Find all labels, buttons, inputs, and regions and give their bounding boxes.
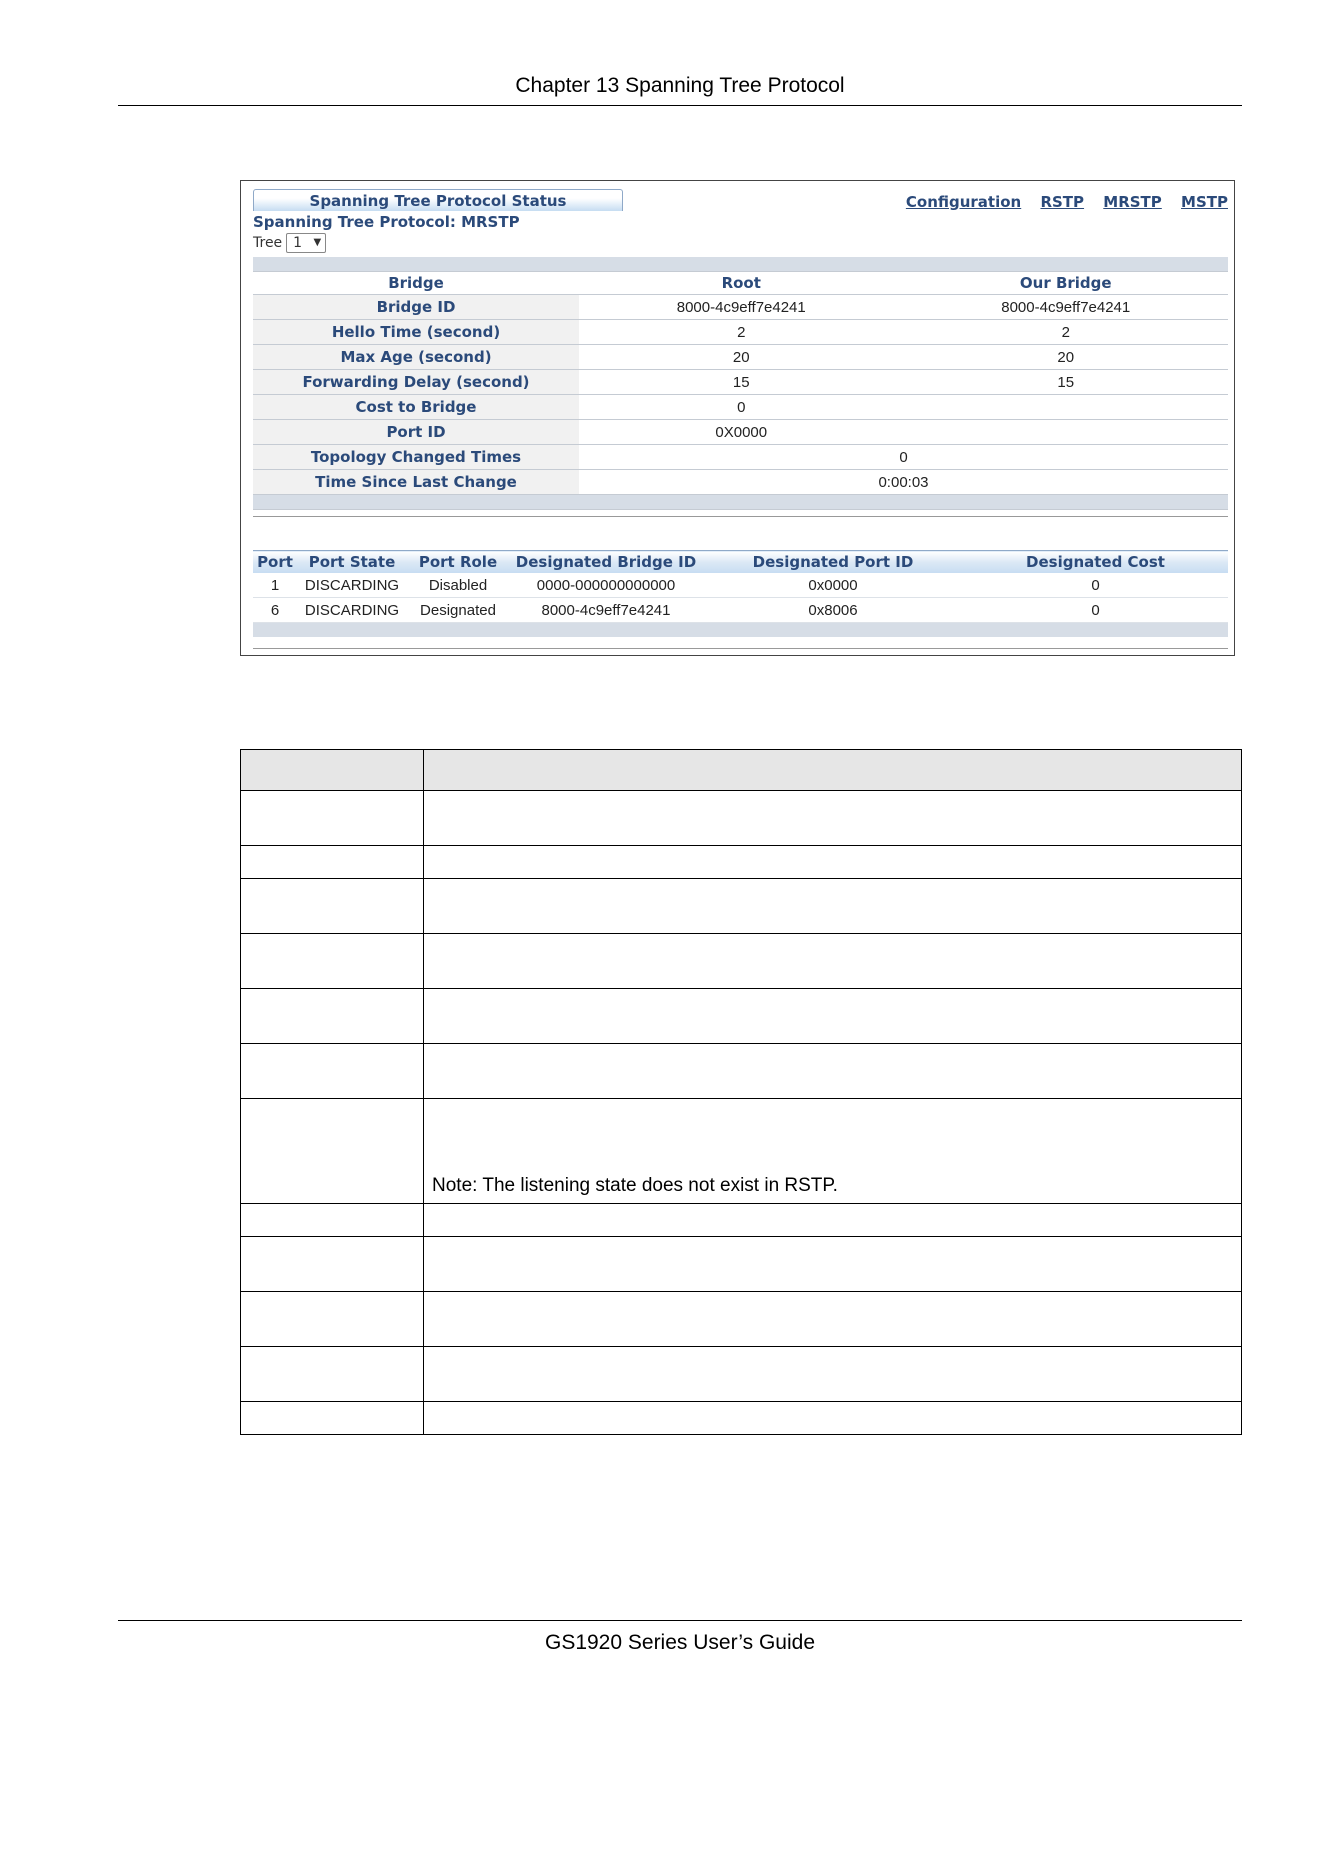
cell-port-state: DISCARDING [297, 598, 407, 623]
chevron-down-icon: ▼ [313, 237, 322, 248]
stp-status-panel [240, 180, 1235, 656]
table-row [241, 989, 1242, 1044]
table-row [241, 846, 1242, 879]
desc-text [424, 1204, 1242, 1237]
root-value: 0 [579, 395, 904, 420]
separator [253, 648, 1228, 649]
description-table [240, 749, 1242, 1435]
table-row [241, 934, 1242, 989]
our-value: 20 [904, 345, 1229, 370]
row-label: Max Age (second) [253, 345, 579, 370]
bridge-table [253, 257, 1228, 510]
table-row [253, 598, 1228, 623]
panel-tab-title: Spanning Tree Protocol Status [253, 189, 623, 211]
desc-label [241, 879, 424, 934]
desc-text [424, 791, 1242, 846]
desc-label [241, 989, 424, 1044]
desc-text [424, 989, 1242, 1044]
root-value: 15 [579, 370, 904, 395]
protocol-line: Spanning Tree Protocol: MRSTP [253, 213, 520, 231]
desc-text [424, 1347, 1242, 1402]
row-label: Forwarding Delay (second) [253, 370, 579, 395]
cell-designated-cost: 0 [963, 573, 1228, 598]
table-row [241, 1237, 1242, 1292]
table-row [241, 1347, 1242, 1402]
desc-text [424, 1292, 1242, 1347]
desc-label [241, 934, 424, 989]
cell-port-state: DISCARDING [297, 573, 407, 598]
table-row [241, 1044, 1242, 1099]
root-value: 8000-4c9eff7e4241 [579, 295, 904, 320]
cell-designated-bridge-id: 0000-000000000000 [509, 573, 703, 598]
link-rstp[interactable]: RSTP [1040, 193, 1085, 211]
header-bridge: Bridge [253, 272, 579, 295]
cell-port-role: Disabled [407, 573, 509, 598]
desc-header-row [241, 750, 1242, 791]
desc-label [241, 1347, 424, 1402]
desc-label [241, 791, 424, 846]
table-row [253, 370, 1228, 395]
cell-designated-port-id: 0x8006 [703, 598, 963, 623]
table-row [253, 470, 1228, 495]
row-label: Port ID [253, 420, 579, 445]
table-row [241, 1099, 1242, 1204]
desc-label [241, 1204, 424, 1237]
desc-text [424, 1044, 1242, 1099]
table-row [253, 573, 1228, 598]
cell-port-role: Designated [407, 598, 509, 623]
desc-text [424, 934, 1242, 989]
header-port-role: Port Role [407, 551, 509, 574]
table-bar [253, 495, 1228, 510]
our-value: 8000-4c9eff7e4241 [904, 295, 1229, 320]
table-bar [253, 623, 1228, 638]
header-designated-port-id: Designated Port ID [703, 551, 963, 574]
header-port: Port [253, 551, 297, 574]
cell-designated-bridge-id: 8000-4c9eff7e4241 [509, 598, 703, 623]
desc-text [424, 1402, 1242, 1435]
tree-label: Tree [253, 235, 283, 251]
table-row [241, 791, 1242, 846]
cell-designated-port-id: 0x0000 [703, 573, 963, 598]
table-row [241, 1292, 1242, 1347]
desc-label [241, 846, 424, 879]
row-label: Bridge ID [253, 295, 579, 320]
table-row [241, 1204, 1242, 1237]
desc-label [241, 1237, 424, 1292]
cell-designated-cost: 0 [963, 598, 1228, 623]
port-header-row [253, 551, 1228, 574]
desc-label [241, 1044, 424, 1099]
tree-select[interactable] [286, 233, 326, 253]
table-row [241, 879, 1242, 934]
table-bar [253, 257, 1228, 272]
our-value [904, 420, 1229, 445]
our-value [904, 395, 1229, 420]
tree-row [253, 233, 326, 253]
merged-value: 0:00:03 [579, 470, 1228, 495]
desc-text [424, 1237, 1242, 1292]
root-value: 20 [579, 345, 904, 370]
row-label: Cost to Bridge [253, 395, 579, 420]
desc-text [424, 846, 1242, 879]
panel-links [892, 193, 1228, 211]
desc-text [424, 879, 1242, 934]
desc-header-label [241, 750, 424, 791]
page-footer: GS1920 Series User’s Guide [118, 1620, 1242, 1655]
separator [253, 516, 1228, 517]
header-root: Root [579, 272, 904, 295]
table-row [253, 320, 1228, 345]
desc-label [241, 1402, 424, 1435]
link-configuration[interactable]: Configuration [905, 193, 1022, 211]
row-label: Time Since Last Change [253, 470, 579, 495]
header-our-bridge: Our Bridge [904, 272, 1229, 295]
desc-note: Note: The listening state does not exist in RSTP. [424, 1099, 1242, 1204]
root-value: 2 [579, 320, 904, 345]
desc-label [241, 1099, 424, 1204]
header-designated-cost: Designated Cost [963, 551, 1228, 574]
table-row [253, 445, 1228, 470]
table-row [253, 395, 1228, 420]
header-designated-bridge-id: Designated Bridge ID [509, 551, 703, 574]
link-mrstp[interactable]: MRSTP [1103, 193, 1162, 211]
merged-value: 0 [579, 445, 1228, 470]
cell-port: 6 [253, 598, 297, 623]
table-row [253, 295, 1228, 320]
link-mstp[interactable]: MSTP [1181, 193, 1228, 211]
tree-select-value: 1 [293, 235, 303, 251]
table-row [241, 1402, 1242, 1435]
bridge-header-row [253, 272, 1228, 295]
root-value: 0X0000 [579, 420, 904, 445]
row-label: Hello Time (second) [253, 320, 579, 345]
our-value: 15 [904, 370, 1229, 395]
header-port-state: Port State [297, 551, 407, 574]
port-table [253, 550, 1228, 637]
our-value: 2 [904, 320, 1229, 345]
desc-header-description [424, 750, 1242, 791]
page-header: Chapter 13 Spanning Tree Protocol [118, 72, 1242, 106]
desc-label [241, 1292, 424, 1347]
row-label: Topology Changed Times [253, 445, 579, 470]
table-row [253, 420, 1228, 445]
cell-port: 1 [253, 573, 297, 598]
table-row [253, 345, 1228, 370]
